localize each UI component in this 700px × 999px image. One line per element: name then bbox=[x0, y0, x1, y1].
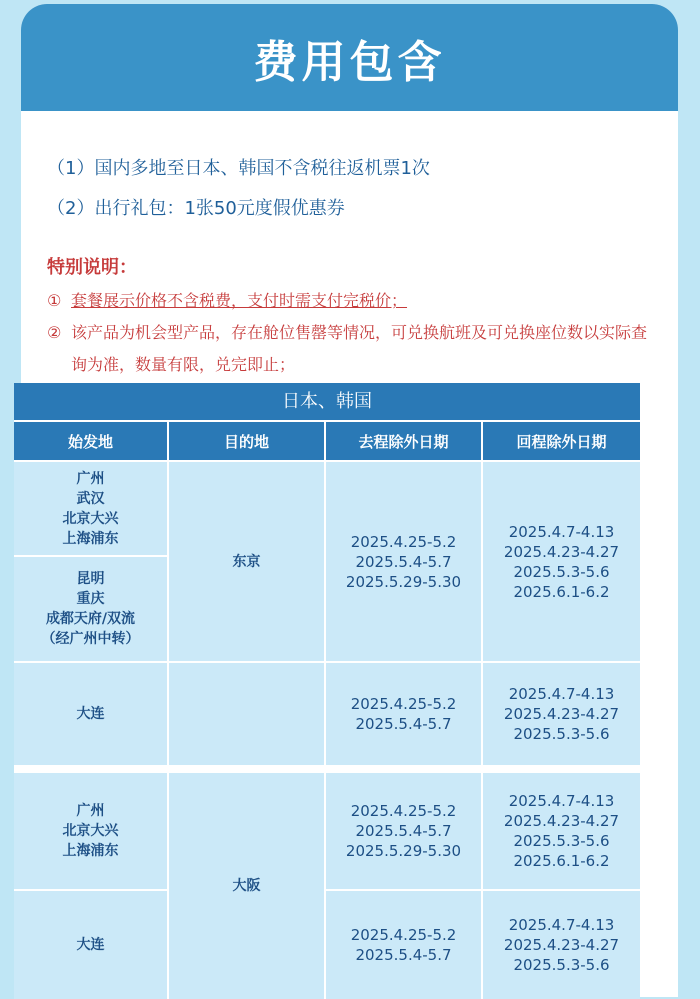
date-range: 2025.5.3-5.6 bbox=[513, 725, 610, 743]
return-dates-cell bbox=[483, 889, 640, 999]
page-title: 费用包含 bbox=[253, 36, 446, 88]
origin-city: 大连 bbox=[76, 937, 105, 953]
return-dates-cell bbox=[483, 771, 640, 889]
date-range: 2025.4.23-4.27 bbox=[503, 542, 620, 561]
return-dates-cell bbox=[483, 460, 640, 661]
header-destination: 目的地 bbox=[169, 420, 326, 460]
outbound-dates-cell bbox=[326, 771, 483, 889]
destination-cell-continued bbox=[169, 661, 326, 765]
origin-city: 广州 bbox=[76, 470, 105, 487]
origin-city: 广州 bbox=[76, 803, 105, 819]
note-item-availability bbox=[47, 317, 678, 381]
outbound-dates-cell bbox=[326, 889, 483, 999]
note-text-2: 该产品为机会型产品，存在舱位售罄等情况，可兑换航班及可兑换座位数以实际查询为准，数量有限，兑完即止； bbox=[71, 323, 648, 374]
date-range: 2025.5.3-5.6 bbox=[513, 956, 610, 974]
origin-cell bbox=[14, 771, 169, 889]
origin-city: 上海浦东 bbox=[62, 843, 119, 859]
note-mark-2: ② bbox=[47, 323, 62, 342]
origin-cell bbox=[14, 460, 169, 555]
date-range: 2025.4.25-5.2 bbox=[350, 802, 457, 820]
date-range: 2025.5.4-5.7 bbox=[355, 552, 452, 571]
origin-city: 大连 bbox=[76, 706, 105, 722]
include-item-gift: （2）出行礼包：1张50元度假优惠券 bbox=[47, 198, 345, 219]
date-range: 2025.6.1-6.2 bbox=[513, 582, 610, 601]
origin-city: 重庆 bbox=[76, 591, 105, 607]
date-range: 2025.5.29-5.30 bbox=[345, 572, 462, 591]
destination-city: 大阪 bbox=[232, 878, 261, 894]
return-dates-cell bbox=[483, 661, 640, 765]
header-banner bbox=[21, 4, 678, 111]
date-range: 2025.4.7-4.13 bbox=[508, 916, 615, 934]
origin-cell bbox=[14, 555, 169, 661]
date-range: 2025.4.25-5.2 bbox=[350, 695, 457, 713]
destination-cell bbox=[169, 771, 326, 999]
includes-section bbox=[21, 111, 678, 229]
date-range: 2025.5.29-5.30 bbox=[345, 842, 462, 860]
special-notes-title: 特别说明： bbox=[47, 257, 137, 278]
origin-city: 北京大兴 bbox=[62, 510, 119, 527]
date-range: 2025.4.7-4.13 bbox=[508, 522, 615, 541]
origin-cell bbox=[14, 661, 169, 765]
origin-city: 北京大兴 bbox=[62, 823, 119, 839]
outbound-dates-cell bbox=[326, 661, 483, 765]
date-range: 2025.4.23-4.27 bbox=[503, 936, 620, 954]
origin-city: 武汉 bbox=[76, 490, 105, 507]
special-notes-section bbox=[21, 229, 678, 381]
date-range: 2025.5.3-5.6 bbox=[513, 832, 610, 850]
route-table bbox=[14, 383, 640, 999]
date-range: 2025.4.23-4.27 bbox=[503, 812, 620, 830]
date-range: 2025.5.4-5.7 bbox=[355, 822, 452, 840]
note-mark-1: ① bbox=[47, 291, 62, 310]
outbound-dates-cell bbox=[326, 460, 483, 661]
date-range: 2025.4.25-5.2 bbox=[350, 926, 457, 944]
date-range: 2025.4.7-4.13 bbox=[508, 792, 615, 810]
date-range: 2025.4.25-5.2 bbox=[350, 532, 457, 551]
date-range: 2025.4.23-4.27 bbox=[503, 705, 620, 723]
note-text-1: 套餐展示价格不含税费，支付时需支付完税价； bbox=[71, 291, 408, 310]
header-origin: 始发地 bbox=[14, 420, 169, 460]
table-title: 日本、韩国 bbox=[14, 383, 640, 420]
destination-city: 东京 bbox=[232, 553, 261, 570]
header-return-blackout: 回程除外日期 bbox=[483, 420, 640, 460]
date-range: 2025.5.4-5.7 bbox=[355, 946, 452, 964]
origin-city: 上海浦东 bbox=[62, 530, 119, 547]
date-range: 2025.6.1-6.2 bbox=[513, 852, 610, 870]
include-item-flight: （1）国内多地至日本、韩国不含税往返机票1次 bbox=[47, 158, 430, 179]
destination-cell bbox=[169, 460, 326, 661]
note-item-tax bbox=[47, 285, 678, 317]
date-range: 2025.5.4-5.7 bbox=[355, 715, 452, 733]
route-grid bbox=[14, 420, 640, 999]
origin-cell bbox=[14, 889, 169, 999]
header-outbound-blackout: 去程除外日期 bbox=[326, 420, 483, 460]
date-range: 2025.4.7-4.13 bbox=[508, 685, 615, 703]
origin-city: 昆明 bbox=[76, 571, 105, 587]
date-range: 2025.5.3-5.6 bbox=[513, 562, 610, 581]
origin-city: 成都天府/双流 bbox=[45, 611, 136, 627]
origin-city: （经广州中转） bbox=[41, 631, 140, 647]
